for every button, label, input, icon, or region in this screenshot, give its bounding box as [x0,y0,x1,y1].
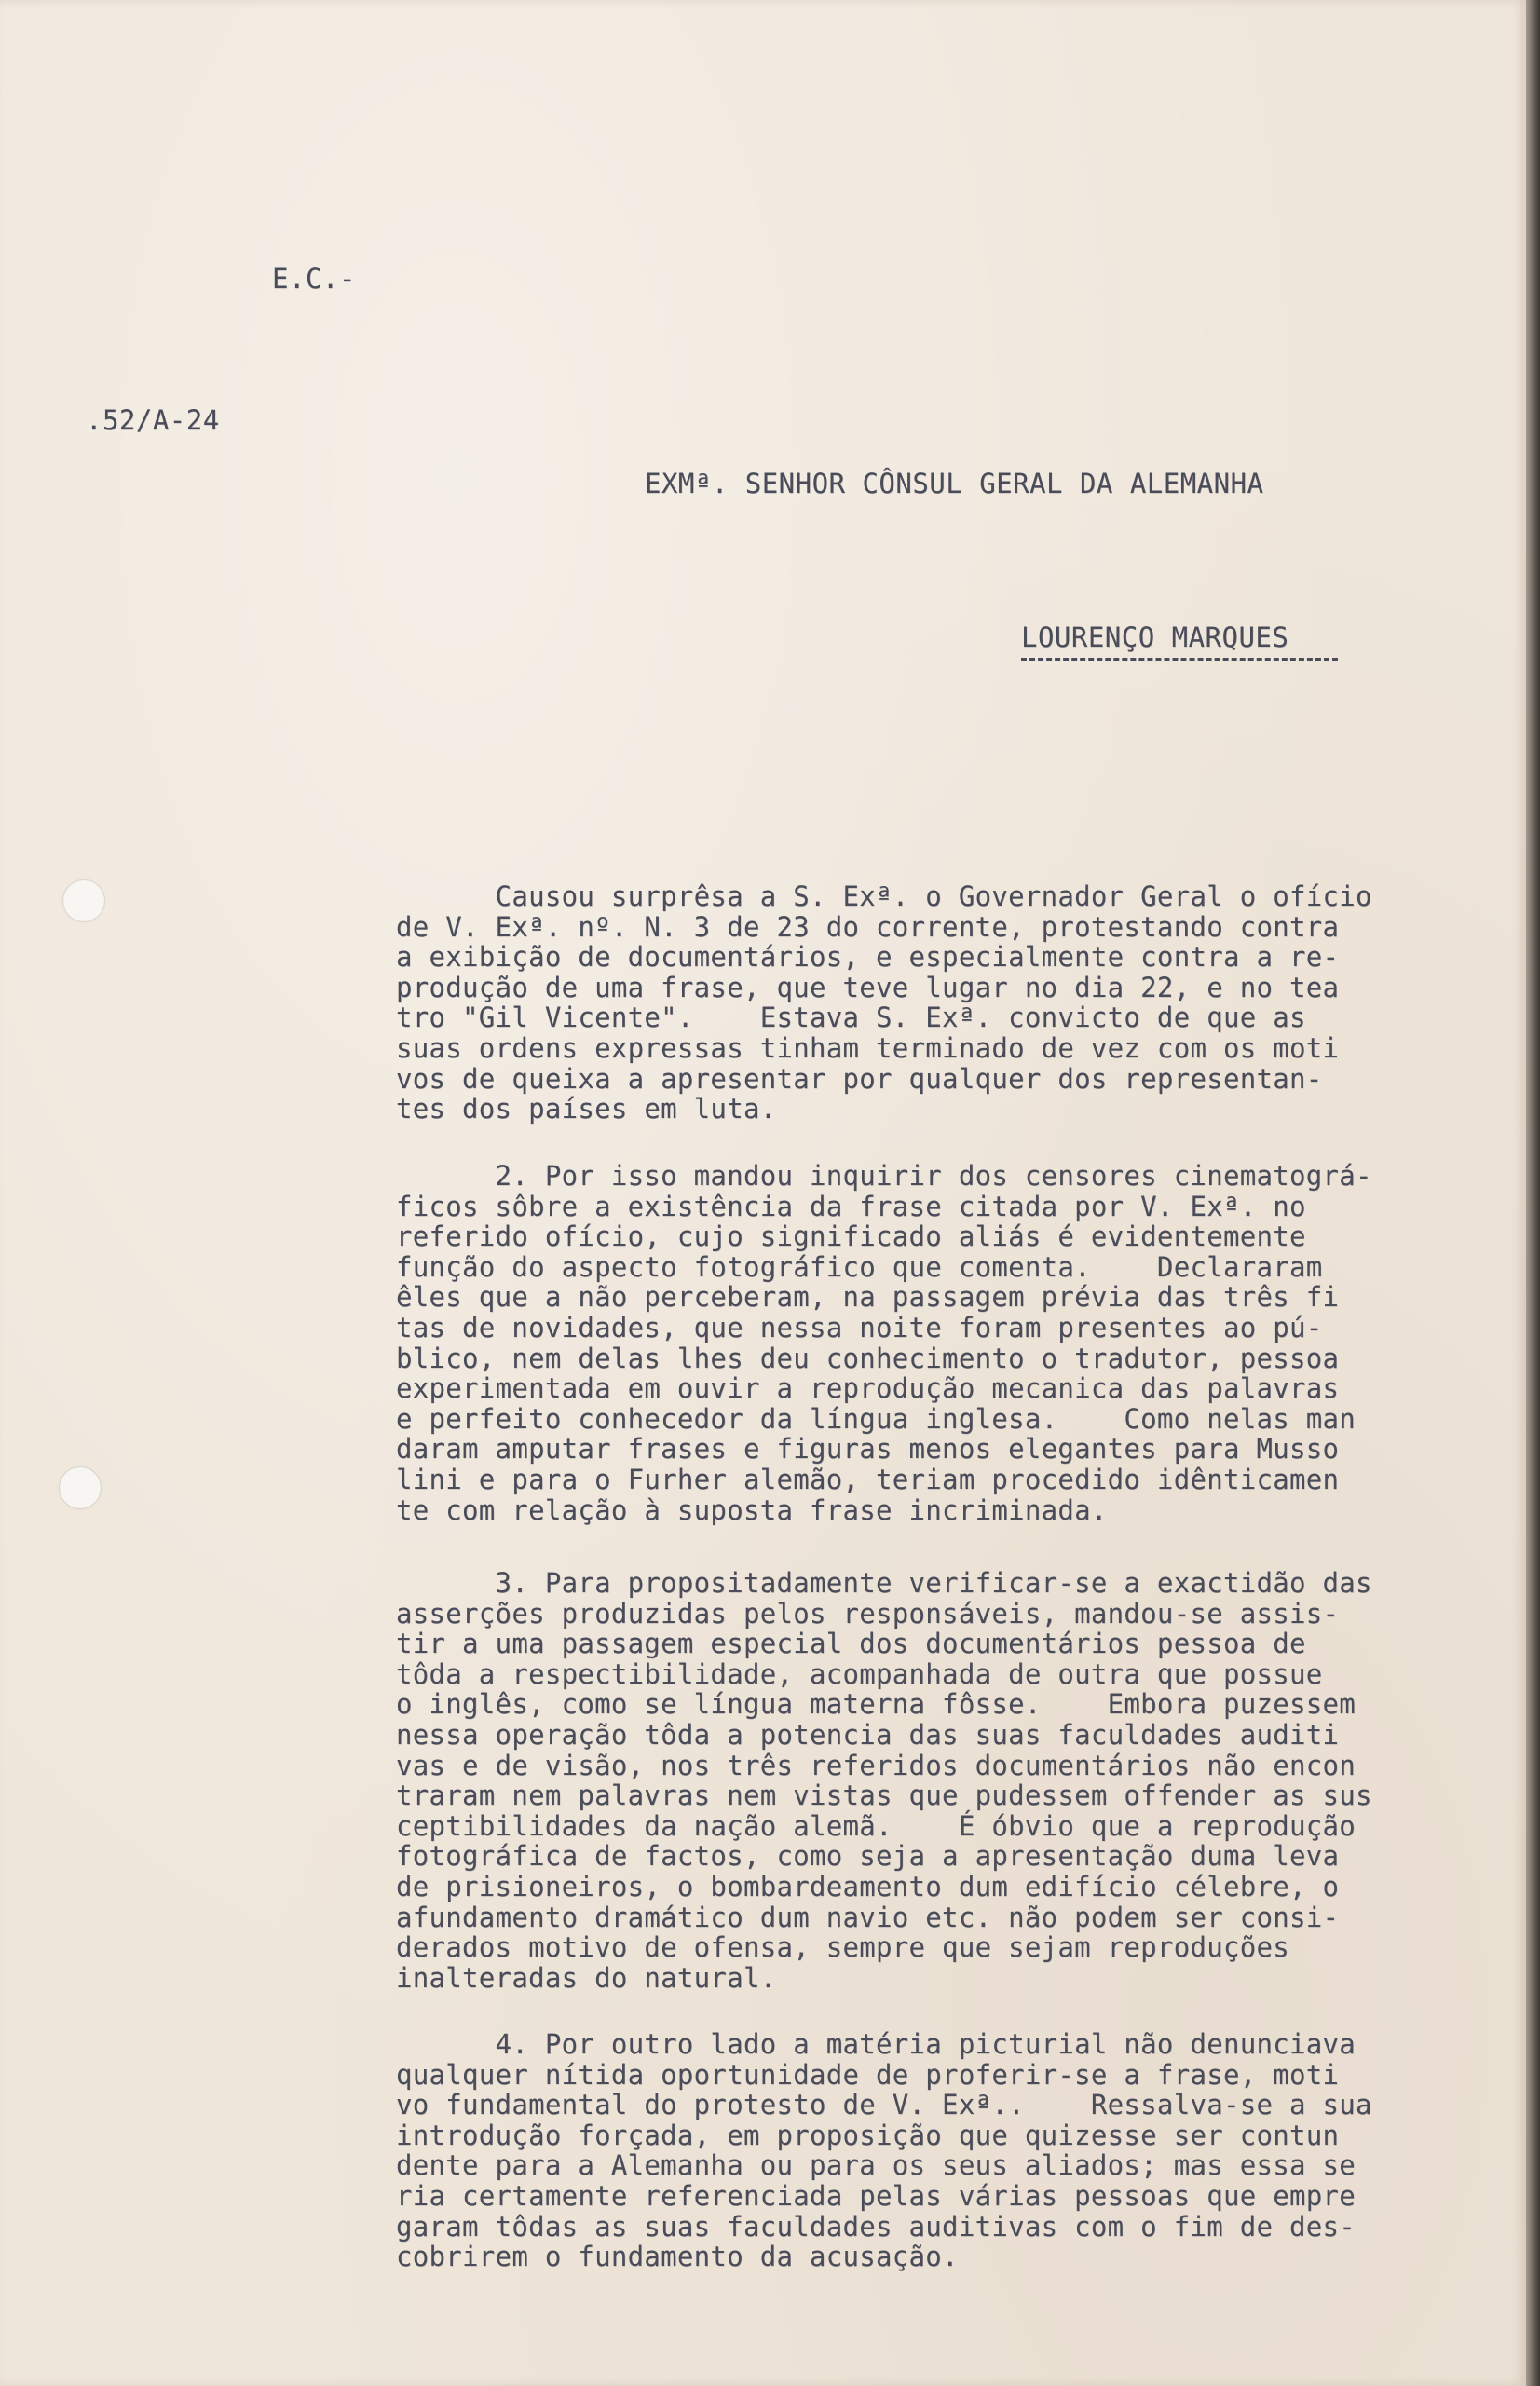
paragraph-3: 3. Para propositadamente verificar-se a exactidão das asserções produzidas pelos responsáveis, mandou-se assis- tir a uma passagem especial dos documentários pessoa de tôda a respectibilidade, acompanhada de outra que possue o inglês, como se língua materna fôsse. Embora puzessem nessa operação tôda a potencia das suas faculdades auditi vas e de visão, nos três referidos documentários não encon traram nem palavras nem vistas que pudessem offender as sus ceptibilidades da nação alemã. É óbvio que a reprodução fotográfica de factos, como seja a apresentação duma leva de prisioneiros, o bombardeamento dum edifício célebre, o afundamento dramático dum navio etc. não podem ser consi- derados motivo de ofensa, sempre que sejam reproduções inalteradas do natural. [396,1567,1372,1994]
addressee-line: EXMª. SENHOR CÔNSUL GERAL DA ALEMANHA [645,468,1264,499]
reference-code: E.C.- [272,263,356,294]
city-underline [1021,658,1338,661]
punch-hole-bottom [60,1467,101,1508]
reference-number: .52/A-24 [86,404,220,436]
paragraph-1: Causou surprêsa a S. Exª. o Governador Geral o ofício de V. Exª. nº. N. 3 de 23 do corrente, protestando contra a exibição de documentários, e especialmente contra a re- produção de uma frase, que teve lugar no dia 22, e no tea tro "Gil Vicente". Estava S. Exª. convicto de que as suas ordens expressas tinham terminado de vez com os moti vos de queixa a apresentar por qualquer dos representan- tes dos países em luta. [396,880,1372,1125]
paragraph-4: 4. Por outro lado a matéria picturial não denunciava qualquer nítida oportunidade de proferir-se a frase, moti vo fundamental do protesto de V. Exª.. Ressalva-se a sua introdução forçada, em proposição que quizesse ser contun dente para a Alemanha ou para os seus aliados; mas essa se ria certamente referenciada pelas várias pessoas que empre garam tôdas as suas faculdades auditivas com o fim de des- cobrirem o fundamento da acusação. [396,2028,1372,2273]
punch-hole-top [63,880,104,921]
paragraph-2: 2. Por isso mandou inquirir dos censores cinematográ- ficos sôbre a existência da frase citada por V. Exª. no referido ofício, cujo significado aliás é evidentemente função do aspecto fotográfico que comenta. Declararam êles que a não perceberam, na passagem prévia das três fi tas de novidades, que nessa noite foram presentes ao pú- blico, nem delas lhes deu conhecimento o tradutor, pessoa experimentada em ouvir a reprodução mecanica das palavras e perfeito conhecedor da língua inglesa. Como nelas man daram amputar frases e figuras menos elegantes para Musso lini e para o Furher alemão, teriam procedido idênticamen te com relação à suposta frase incriminada. [396,1160,1372,1526]
city-line: LOURENÇO MARQUES [1021,621,1289,653]
page-edge-shadow [1526,0,1540,2386]
